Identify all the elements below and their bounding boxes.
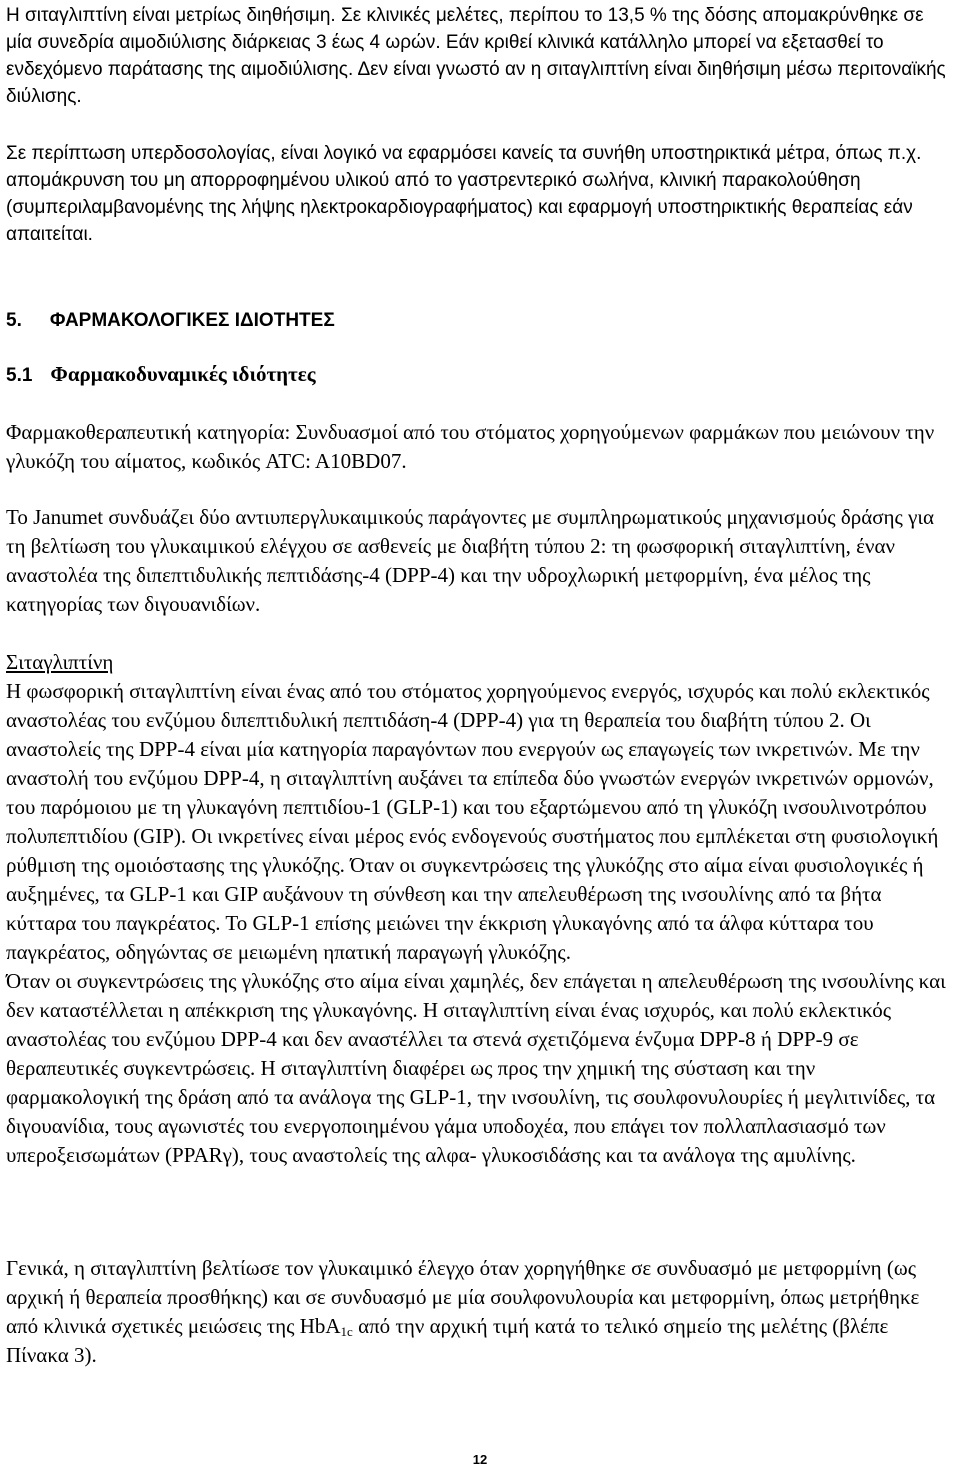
section-5-heading <box>6 307 335 334</box>
general-text-before: Γενικά, η σιταγλιπτίνη βελτίωσε τον γλυκαιμικό έλεγχο όταν χορηγήθηκε σε συνδυασμό με μετφορμίνη (ως αρχική ή θεραπεία προσθήκης) και σε συνδυασμό με μία σουλφονυλουρία και μετφορμίνη, όπως μετρήθηκε από κλινικά σχετικές μειώσεις της HbA <box>6 1256 920 1338</box>
section-5-1-number: 5.1 <box>6 365 33 386</box>
section-5-1-title: Φαρμακοδυναμικές ιδιότητες <box>50 362 316 386</box>
paragraph-sitagliptin-mechanism: Η φωσφορική σιταγλιπτίνη είναι ένας από του στόματος χορηγούμενος ενεργός, ισχυρός και πολύ εκλεκτικός αναστολέας του ενζύμου διπεπτιδυλική πεπτιδάση-4 (DPP-4) για τη θεραπεία του διαβήτη τύπου 2. Οι αναστολείς της DPP-4 είναι μία κατηγορία παραγόντων που ενεργούν ως επαγωγείς των ινκρετινών. Με την αναστολή του ενζύμου DPP-4, η σιταγλιπτίνη αυξάνει τα επίπεδα δύο γνωστών ενεργών ινκρετινών ορμονών, του παρόμοιου με τη γλυκαγόνη πεπτιδίου-1 (GLP-1) και του εξαρτώμενου από τη γλυκόζη ινσουλινοτρόπου πολυπεπτιδίου (GIP). Οι ινκρετίνες είναι μέρος ενός ενδογενούς συστήματος που εμπλέκεται στη φυσιολογική ρύθμιση της ομοιόστασης της γλυκόζης. Όταν οι συγκεντρώσεις της γλυκόζης στο αίμα είναι φυσιολογικές ή αυξημένες, τα GLP-1 και GIP αυξάνουν τη σύνθεση και την απελευθέρωση της ινσουλίνης από τα βήτα κύτταρα του παγκρέατος. Το GLP-1 επίσης μειώνει την έκκριση γλυκαγόνης από τα άλφα κύτταρα του παγκρέατος, οδηγώντας σε μειωμένη ηπατική παραγωγή γλυκόζης. <box>6 679 939 964</box>
paragraph-general-efficacy <box>6 1254 950 1370</box>
section-5-number: 5. <box>6 310 22 331</box>
paragraph-sitagliptin-selectivity: Όταν οι συγκεντρώσεις της γλυκόζης στο αίμα είναι χαμηλές, δεν επάγεται η απελευθέρωση της ινσουλίνης και δεν καταστέλλεται η απέκκριση της γλυκαγόνης. Η σιταγλιπτίνη είναι ένας ισχυρός, και πολύ εκλεκτικός αναστολέας του ενζύμου DPP-4 και δεν αναστέλλει τα στενά σχετιζόμενα ένζυμα DPP-8 ή DPP-9 σε θεραπευτικές συγκεντρώσεις. Η σιταγλιπτίνη διαφέρει ως προς την χημική της σύσταση και την φαρμακολογική της δράση από τα ανάλογα της GLP-1, την ινσουλίνη, τις σουλφονυλουρίες ή μεγλιτινίδες, τα διγουανίδια, τους αγωνιστές του ενεργοποιημένου γάμα υποδοχέα, που επάγει τον πολλαπλασιασμό των υπεροξεισωμάτων (PPARγ), τους αναστολείς της αλφα- γλυκοσιδάσης και τα ανάλογα της αμυλίνης. <box>6 969 946 1167</box>
paragraph-dialysis: Η σιταγλιπτίνη είναι μετρίως διηθήσιμη. Σε κλινικές μελέτες, περίπου το 13,5 % της δόσης απομακρύνθηκε σε μία συνεδρία αιμοδιύλισης διάρκειας 3 έως 4 ωρών. Εάν κριθεί κλινικά κατάλληλο μπορεί να εξετασθεί το ενδεχόμενο παράτασης της αιμοδιύλισης. Δεν είναι γνωστό αν η σιταγλιπτίνη είναι διηθήσιμη μέσω περιτοναϊκής διύλισης. <box>6 5 946 107</box>
section-5-title: ΦΑΡΜΑΚΟΛΟΓΙΚΕΣ ΙΔΙΟΤΗΤΕΣ <box>49 310 335 331</box>
sitagliptin-subheading: Σιταγλιπτίνη <box>6 650 114 674</box>
sitagliptin-section <box>6 648 950 1170</box>
section-5-1-heading <box>6 362 316 387</box>
paragraph-overdose: Σε περίπτωση υπερδοσολογίας, είναι λογικό να εφαρμόσει κανείς τα συνήθη υποστηρικτικά μέτρα, όπως π.χ. απομάκρυνση του μη απορροφημένου υλικού από το γαστρεντερικό σωλήνα, κλινική παρακολούθηση (συμπεριλαμβανομένης της λήψης ηλεκτροκαρδιογραφήματος) και εφαρμογή υποστηρικτικής θεραπείας εάν απαιτείται. <box>6 143 922 245</box>
page-number: 12 <box>472 1452 488 1467</box>
paragraph-pharmacotherapeutic-class: Φαρμακοθεραπευτική κατηγορία: Συνδυασμοί από του στόματος χορηγούμενων φαρμάκων που μειώνουν την γλυκόζη του αίματος, κωδικός ATC: A10BD07. <box>6 420 935 473</box>
general-text-after: από την αρχική τιμή κατά το τελικό σημείο της μελέτης (βλέπε Πίνακα 3). <box>6 1314 889 1367</box>
paragraph-janumet: Το Janumet συνδυάζει δύο αντιυπεργλυκαιμικούς παράγοντες με συμπληρωματικούς μηχανισμούς δράσης για τη βελτίωση του γλυκαιμικού ελέγχου σε ασθενείς με διαβήτη τύπου 2: τη φωσφορική σιταγλιπτίνη, έναν αναστολέα της διπεπτιδυλικής πεπτιδάσης-4 (DPP-4) και την υδροχλωρική μετφορμίνη, ένα μέλος της κατηγορίας των διγουανιδίων. <box>6 505 935 616</box>
hba1c-subscript: 1c <box>340 1324 353 1339</box>
